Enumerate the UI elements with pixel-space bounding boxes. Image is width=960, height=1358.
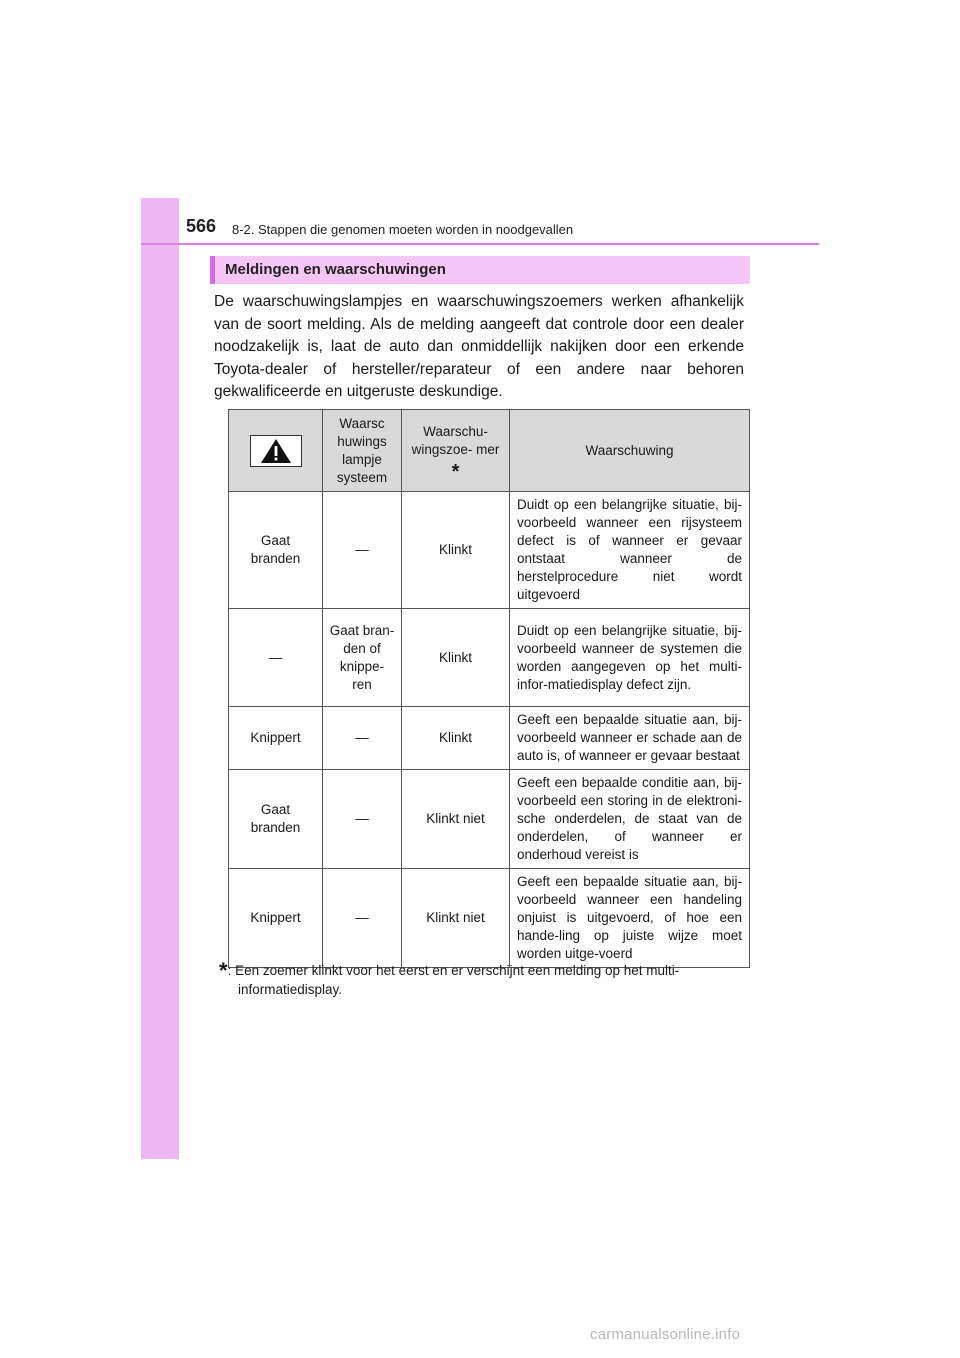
- section-title: Meldingen en waarschuwingen: [225, 261, 446, 278]
- row-description-cell: Geeft een bepaalde conditie aan, bij-voorbeeld een storing in de elektroni-sche onderdelen, de staat van de onderdelen, of wanneer er onderhoud vereist is: [510, 770, 750, 869]
- warning-triangle-icon: [250, 435, 302, 467]
- footnote: [219, 958, 749, 999]
- row-light-cell: —: [323, 869, 402, 968]
- row-buzzer-cell: Klinkt niet: [402, 869, 510, 968]
- row-description-cell: Duidt op een belangrijke situatie, bij-voorbeeld wanneer de systemen die worden aangegeven op het multi-infor-matiedisplay defect zijn.: [510, 609, 750, 707]
- row-buzzer-cell: Klinkt: [402, 707, 510, 770]
- table-row: [229, 707, 750, 770]
- footnote-line2: informatiedisplay.: [238, 982, 343, 997]
- section-heading-accent: [210, 256, 215, 284]
- header-buzzer-label: Waarschu- wingszoe- mer: [411, 423, 500, 457]
- row-description-cell: Geeft een bepaalde situatie aan, bij-voorbeeld wanneer een handeling onjuist is uitgevoerd, of hoe een hande-ling op juiste wijze moet worden uitge-voerd: [510, 869, 750, 968]
- row-buzzer-cell: Klinkt niet: [402, 770, 510, 869]
- row-light-cell: —: [323, 707, 402, 770]
- row-indicator-cell: —: [229, 609, 323, 707]
- row-description-cell: Duidt op een belangrijke situatie, bij-voorbeeld wanneer een rijsysteem defect is of wanneer er gevaar ontstaat wanneer de herstelprocedure niet wordt uitgevoerd: [510, 492, 750, 609]
- header-rule: [141, 243, 819, 245]
- row-indicator-cell: Knippert: [229, 869, 323, 968]
- row-description-cell: Geeft een bepaalde situatie aan, bij-voorbeeld wanneer er schade aan de auto is, of wanneer er gevaar bestaat: [510, 707, 750, 770]
- watermark: carmanualsonline.info: [590, 1326, 741, 1343]
- footnote-line1: : Een zoemer klinkt voor het eerst en er verschijnt een melding op het multi-: [227, 963, 680, 978]
- header-warning-label: Waarschuwing: [585, 442, 674, 458]
- row-light-cell: —: [323, 770, 402, 869]
- row-indicator-cell: Knippert: [229, 707, 323, 770]
- row-indicator-cell: Gaat branden: [229, 492, 323, 609]
- header-warning-light: [323, 410, 402, 492]
- header-icon-cell: [229, 410, 323, 492]
- header-buzzer: [402, 410, 510, 492]
- footnote-star: *: [219, 958, 228, 983]
- header-warning: [510, 410, 750, 492]
- footnote-mark: *: [451, 460, 460, 483]
- row-light-cell: Gaat bran- den of knippe- ren: [323, 609, 402, 707]
- intro-paragraph: De waarschuwingslampjes en waarschuwingszoemers werken afhankelijk van de soort melding. Als de melding aangeeft dat controle door een dealer noodzakelijk is, laat de auto dan onmiddellijk nakijken door een erkende Toyota-dealer of hersteller/reparateur of een andere naar behoren gekwalificeerde en uitgeruste deskundige.: [214, 293, 744, 400]
- page-number: 566: [186, 216, 217, 236]
- table-row: [229, 869, 750, 968]
- table-header-row: [229, 410, 750, 492]
- table-row: [229, 492, 750, 609]
- row-buzzer-cell: Klinkt: [402, 609, 510, 707]
- section-heading-box: [210, 256, 750, 284]
- side-tab-bar: [141, 198, 179, 1159]
- row-light-cell: —: [323, 492, 402, 609]
- table-row: [229, 609, 750, 707]
- running-head: 8-2. Stappen die genomen moeten worden in noodgevallen: [232, 222, 574, 237]
- row-buzzer-cell: Klinkt: [402, 492, 510, 609]
- table-row: [229, 770, 750, 869]
- header-warning-light-label: Waarsc huwings lampje systeem: [336, 415, 388, 485]
- warning-table: [228, 409, 750, 968]
- row-indicator-cell: Gaat branden: [229, 770, 323, 869]
